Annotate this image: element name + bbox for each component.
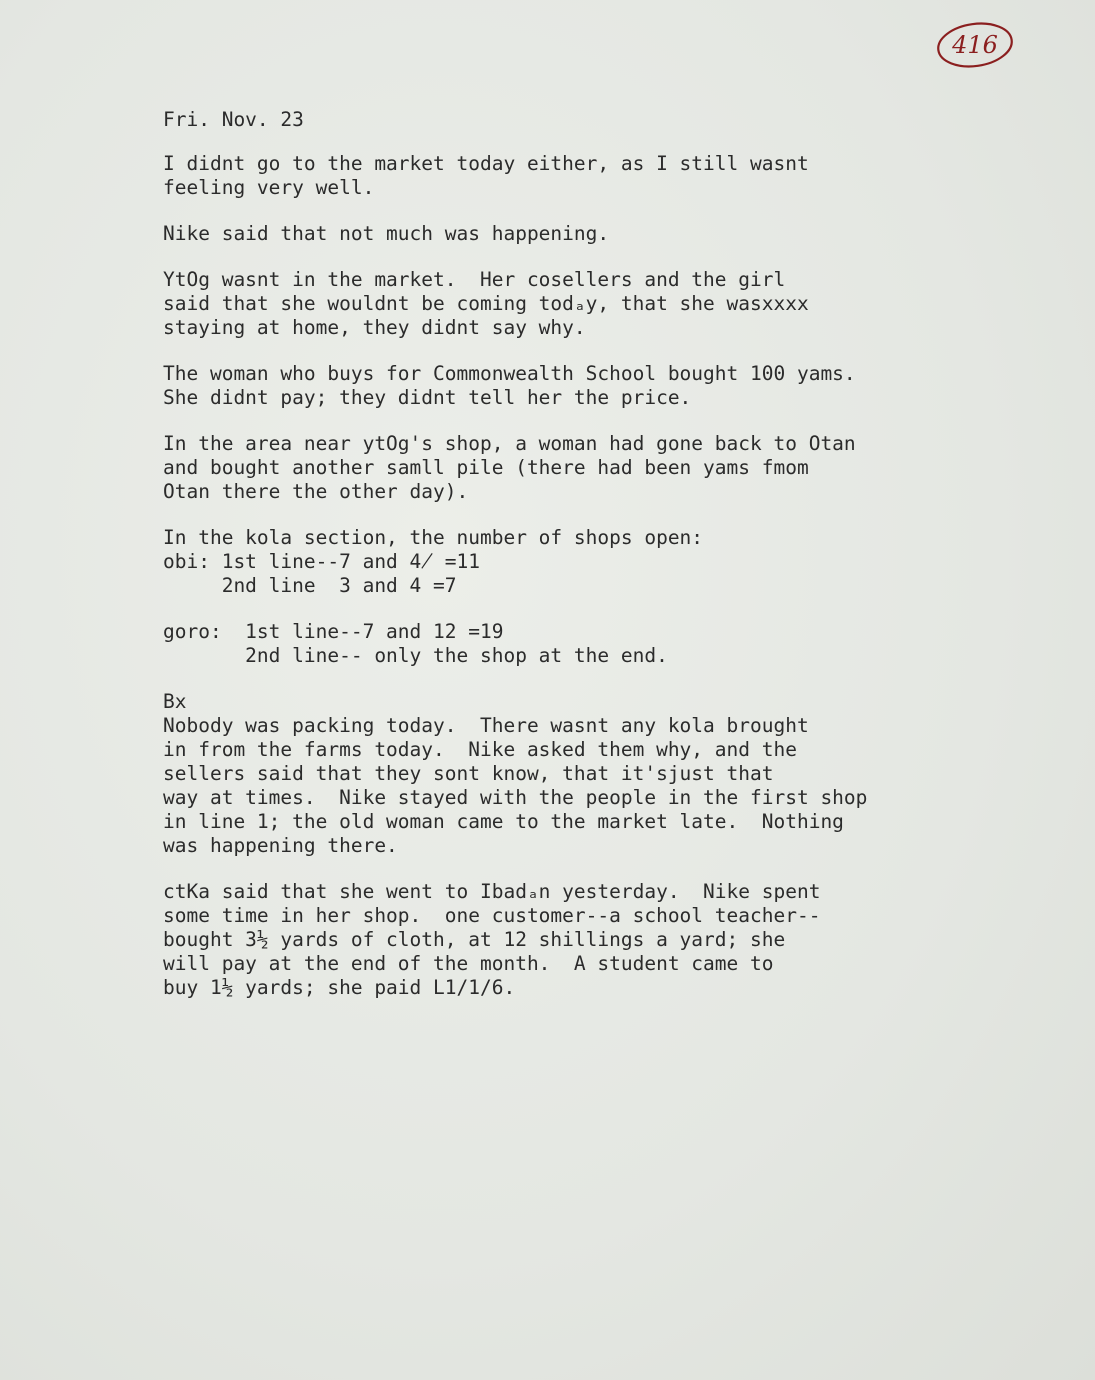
- folio-circle-icon: [934, 20, 1016, 70]
- text-line: ctKa said that she went to Ibadₐn yesterday. Nike spent: [163, 880, 821, 903]
- text-line: buy 1½ yards; she paid L1/1/6.: [163, 976, 516, 999]
- text-line: feeling very well.: [163, 176, 375, 199]
- typed-text-body: [163, 108, 1063, 1000]
- text-line: 2nd line 3 and 4 =7: [163, 574, 457, 597]
- text-line: said that she wouldnt be coming todₐy, that she wasxxxx: [163, 292, 809, 315]
- text-line: was happening there.: [163, 834, 398, 857]
- folio-text: 416: [952, 31, 998, 59]
- text-line: bought 3½ yards of cloth, at 12 shillings a yard; she: [163, 928, 786, 951]
- text-line: in line 1; the old woman came to the market late. Nothing: [163, 810, 844, 833]
- text-line: staying at home, they didnt say why.: [163, 316, 586, 339]
- text-line: 2nd line-- only the shop at the end.: [163, 644, 668, 667]
- text-line: Nike said that not much was happening.: [163, 222, 610, 245]
- struck-text: Bx: [163, 690, 187, 713]
- text-line: She didnt pay; they didnt tell her the price.: [163, 386, 692, 409]
- text-line: way at times. Nike stayed with the people in the first shop: [163, 786, 868, 809]
- text-line: goro: 1st line--7 and 12 =19: [163, 620, 504, 643]
- text-line: Otan there the other day).: [163, 480, 469, 503]
- text-line: YtOg wasnt in the market. Her cosellers and the girl: [163, 268, 786, 291]
- text-line: sellers said that they sont know, that it'sjust that: [163, 762, 774, 785]
- text-line: I didnt go to the market today either, as I still wasnt: [163, 152, 809, 175]
- text-line: will pay at the end of the month. A student came to: [163, 952, 774, 975]
- text-line: In the area near ytOg's shop, a woman had gone back to Otan: [163, 432, 856, 455]
- entry-date: Fri. Nov. 23: [163, 108, 304, 131]
- text-line: and bought another samll pile (there had been yams fmom: [163, 456, 809, 479]
- folio-number: [934, 20, 1016, 70]
- text-line: Nobody was packing today. There wasnt any kola brought: [163, 714, 809, 737]
- text-line: In the kola section, the number of shops open:: [163, 526, 704, 549]
- text-line: The woman who buys for Commonwealth School bought 100 yams.: [163, 362, 856, 385]
- text-line: obi: 1st line--7 and 4̸ =11: [163, 550, 480, 573]
- text-line: some time in her shop. one customer--a school teacher--: [163, 904, 821, 927]
- text-line: in from the farms today. Nike asked them why, and the: [163, 738, 797, 761]
